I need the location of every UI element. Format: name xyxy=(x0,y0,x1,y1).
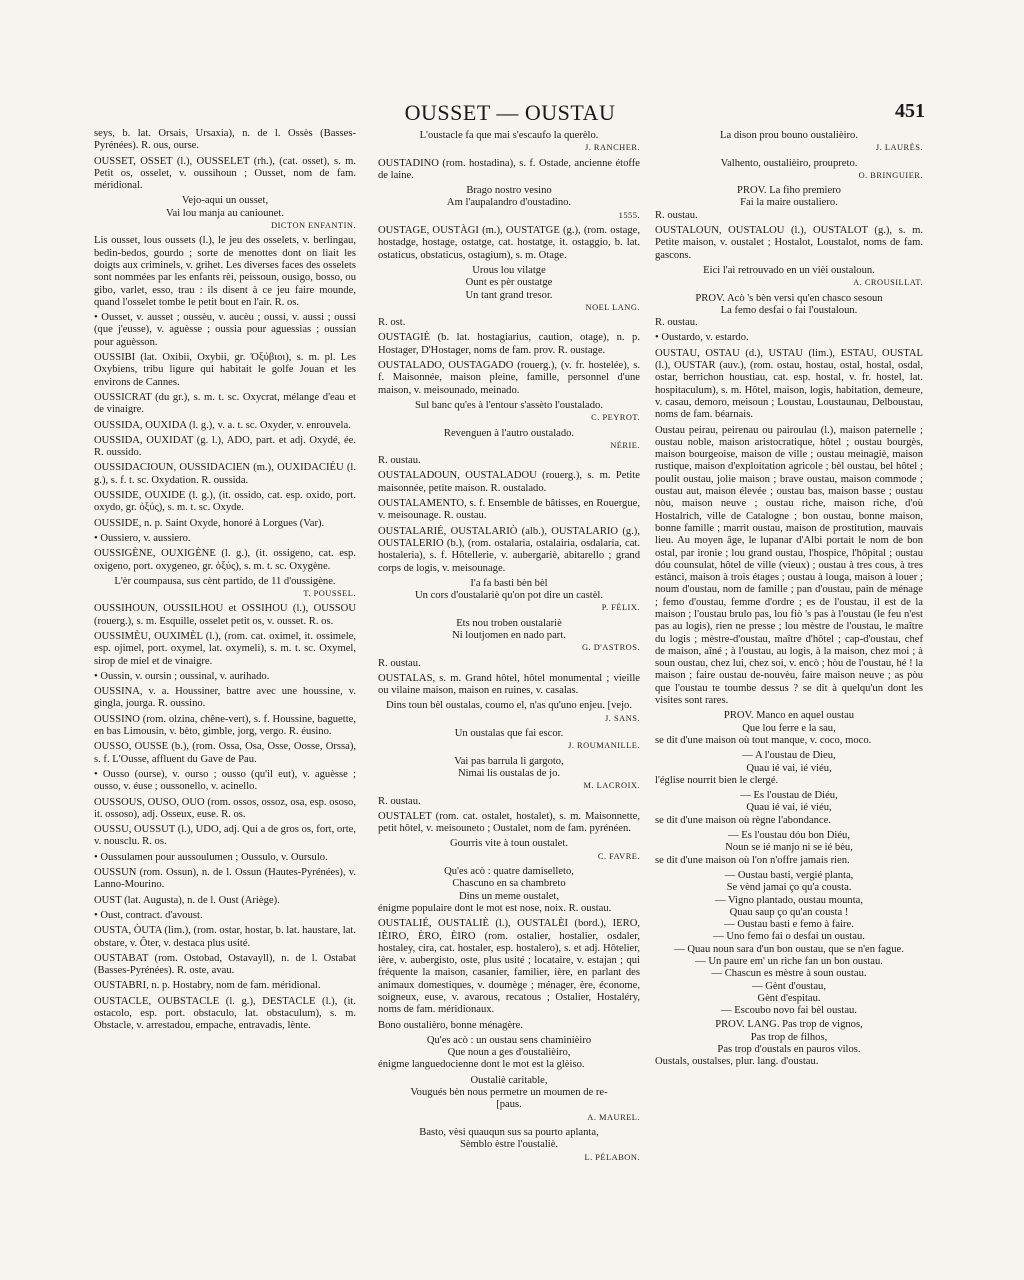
quotation: PROV. Acò 's bèn versi qu'en chasco sesoun La femo desfai o fai l'oustaloun. xyxy=(695,292,883,316)
page-title: OUSSET — OUSTAU xyxy=(404,100,616,125)
dictionary-entry: R. oustau. xyxy=(378,455,421,467)
dictionary-entry: R. oustau. xyxy=(655,317,698,329)
dictionary-entry: OUSSIGÈNE, OUXIGÈNE (l. g.), (it. ossigeno, cat. esp. oxigeno, port. oxygeneo, gr. ὀξύς), s. m. t. sc. Oxygène. xyxy=(94,548,356,572)
text-column-middle xyxy=(378,128,640,1167)
citation-author: L. PÉLABON. xyxy=(584,1152,640,1162)
quotation: La dison prou bouno oustalièiro. xyxy=(720,130,858,141)
page-header xyxy=(95,100,925,124)
quotation: I'a fa basti bèn bèl Un cors d'oustalariè qu'on pot dire un castèl. xyxy=(415,577,603,602)
dictionary-entry: R. ost. xyxy=(378,317,406,329)
dictionary-entry: • Oust, contract. d'avoust. xyxy=(94,909,203,921)
dictionary-entry: OUSSUN (rom. Ossun), n. de l. Ossun (Hautes-Pyrénées), v. Lanno-Mourino. xyxy=(94,867,356,891)
quotation: Gourris vite à toun oustalet. xyxy=(450,838,568,850)
citation-author: C. FAVRE. xyxy=(597,851,640,861)
dictionary-entry: énigme languedocienne dont le mot est la glèiso. xyxy=(378,1059,585,1071)
quotation: Sul banc qu'es à l'entour s'assèto l'oustalado. xyxy=(415,399,603,411)
dictionary-entry: R. oustau. xyxy=(655,209,698,221)
quotation: Valhento, oustalièiro, proupreto. xyxy=(720,157,858,169)
dictionary-entry: OUSSINO (rom. olzina, chêne-vert), s. f. Houssine, baguette, en bas Limousin, v. bèto, gimble, jorg, vergo. R. éusino. xyxy=(94,713,356,738)
dictionary-entry: l'église nourrit bien le clergé. xyxy=(655,774,779,786)
dictionary-entry: OUSSU, OUSSUT (l.), UDO, adj. Qui a de gros os, fort, orte, v. nousclu. R. os. xyxy=(94,824,356,848)
citation-author: NÉRIE. xyxy=(610,440,640,450)
citation-author: J. LAURÈS. xyxy=(875,143,923,153)
quotation: Basto, vèsi quauqun sus sa pourto aplanta, Sèmblo èstre l'oustaliè. xyxy=(419,1126,599,1151)
quotation: — Es l'oustau dóu bon Diéu, Noun se ié manjo ni se ié bèu, xyxy=(725,830,853,854)
dictionary-entry: Oustals, oustalses, plur. lang. d'oustau. xyxy=(655,1056,819,1068)
dictionary-entry: OUSTABRI, n. p. Hostabry, nom de fam. méridional. xyxy=(94,980,321,992)
quotation: Vai pas barrula li gargoto, Nimai lis oustalas de jo. xyxy=(454,755,564,779)
dictionary-entry: OUSTAU, OSTAU (d.), USTAU (lim.), ESTAU, OUSTAL (l.), OUSTAR (auv.), (rom. ostau, hostau, ostal, hostal, osdal, ostar, berrichon houstiau, cat. esp. hostal, v. fr. hostel, lat. hospitaculum), s. m. Hôtel, maison, logis, habitation, demeure, v. casau, demoro, meisoun ; Loustau, Loustaunau, Delboustau, noms de fam. béarnais. xyxy=(655,347,923,421)
dictionary-entry: se dit d'une maison où l'on n'offre jamais rien. xyxy=(655,854,850,866)
citation-author: G. D'ASTROS. xyxy=(581,643,640,653)
dictionary-entry: OUSSIDA, OUXIDAT (g. l.), ADO, part. et adj. Oxydé, ée. R. oussido. xyxy=(94,434,356,459)
citation-author: T. POUSSEL. xyxy=(303,589,356,599)
dictionary-entry: se dit d'une maison où règne l'abondance. xyxy=(655,814,831,826)
quotation: Dins toun bèl oustalas, coumo el, n'as qu'uno enjeu. [vejo. xyxy=(386,700,632,712)
quotation: PROV. LANG. Pas trop de vignos, Pas trop de filhos, Pas trop d'oustals en pauros vilos. xyxy=(715,1019,863,1056)
dictionary-entry: OUSSIBI (lat. Oxibii, Oxybii, gr. Ὀξύβιοι), s. m. pl. Les Oxybiens, tribu ligure qui habitait le golfe Jouan et les environs de Cannes. xyxy=(94,352,356,388)
citation-author: A. MAUREL. xyxy=(587,1112,640,1122)
quotation: Qu'es acò : quatre damiselleto, Chascuno en sa chambreto Dins un meme oustalet, xyxy=(444,866,574,902)
dictionary-entry: Bono oustalièro, bonne ménagère. xyxy=(378,1019,524,1031)
citation-author: C. PEYROT. xyxy=(591,413,640,423)
dictionary-entry: OUSSIDE, n. p. Saint Oxyde, honoré à Lorgues (Var). xyxy=(94,517,325,529)
dictionary-entry: • Oussulamen pour aussoulumen ; Oussulo, v. Oursulo. xyxy=(94,851,328,863)
citation-author: M. LACROIX. xyxy=(583,781,640,791)
dictionary-entry: R. oustau. xyxy=(378,795,421,807)
quotation: Revenguen à l'autro oustalado. xyxy=(443,427,575,439)
dictionary-entry: OUSTACLE, OUBSTACLE (l. g.), DESTACLE (l.), (it. ostacolo, esp. port. obstaculo, lat. obstaculum), s. m. Obstacle, v. arrestadou, empache, entravadis, lènte. xyxy=(94,995,356,1032)
dictionary-entry: OUSTALIÉ, OUSTALIÈ (l.), OUSTALÈI (bord.), IERO, IÈIRO, ÈRO, ÈIRO (rom. ostalier, hostalier, osdaler, hostaley, cira, cat. hostaler, esp. hostalero), s. et adj. Hôtelier, ière, v. aubergisto, oste, plus usité ; locataire, v. estajan ; qui fréquente la maison, casanier, familier, ière, en parlant des animaux domestiques, v. doumège ; ménager, ère, économe, soigneux, euse, v. avarous, recatous ; Ostalier, Hostaléry, noms de fam. méridionaux. xyxy=(378,918,640,1016)
dictionary-entry: OUSTA, ÒUTA (lim.), (rom. ostar, hostar, b. lat. haustare, lat. obstare, v. Ôter, v. destaca plus usité. xyxy=(94,925,356,949)
quotation: PROV. Manco en aquel oustau Que lou ferre e la sau, xyxy=(723,710,855,734)
dictionary-entry: OUSSIDA, OUXIDA (l. g.), v. a. t. sc. Oxyder, v. enrouvela. xyxy=(94,419,351,431)
quotation: Ets nou troben oustalariè Ni loutjomen en nado part. xyxy=(452,617,566,641)
quotation: — A l'oustau de Dieu, Quau ié vai, ié viéu, xyxy=(742,750,836,774)
citation-author: J. SANS. xyxy=(605,713,640,723)
dictionary-entry: OUSTAGE, OUSTÀGI (m.), OUSTATGE (g.), (rom. ostage, hostadge, hostage, ostatge, cat. hostatge, it. ostaggio, b. lat. ostaticus, obstaticus, ostagium), s. m. Otage. xyxy=(378,225,640,261)
text-column-right xyxy=(655,128,923,1072)
quotation: Urous lou vilatge Ount es pèr oustatge Un tant grand tresor. xyxy=(465,264,553,301)
dictionary-entry: énigme populaire dont le mot est nose, noix. R. oustau. xyxy=(378,902,612,914)
quotation: Qu'es acò : un oustau sens chaminièiro Que noun a ges d'oustalièiro, xyxy=(426,1034,592,1059)
dictionary-entry: OUSSO, OUSSE (b.), (rom. Ossa, Osa, Osse, Oosse, Orssa), s. f. L'Ousse, affluent du Gave de Pau. xyxy=(94,741,356,765)
quotation: PROV. La fiho premiero Fai la maire oustaliero. xyxy=(737,185,841,209)
dictionary-entry: OUSSET, OSSET (l.), OUSSELET (rh.), (cat. osset), s. m. Petit os, osselet, v. oussihoun ; Ousset, nom de fam. méridional. xyxy=(94,155,356,192)
dictionary-entry: OUSTALAS, s. m. Grand hôtel, hôtel monumental ; vieille ou vilaine maison, maison en ruines, v. casalas. xyxy=(378,672,640,697)
dictionary-entry: OUSTALOUN, OUSTALOU (l.), OUSTALOT (g.), s. m. Petite maison, v. oustalet ; Hostalot, Loustalot, noms de fam. gascons. xyxy=(655,225,923,261)
quotation: L'èr coumpausa, sus cènt partido, de 11 d'oussigène. xyxy=(114,575,336,587)
dictionary-entry: OUSSIDACIOUN, OUSSIDACIEN (m.), OUXIDACIÉU (l. g.), s. f. t. sc. Oxydation. R. oussida. xyxy=(94,462,356,486)
citation-author: NOEL LANG. xyxy=(585,302,640,312)
dictionary-entry: OUSSICRAT (du gr.), s. m. t. sc. Oxycrat, mélange d'eau et de vinaigre. xyxy=(94,391,356,416)
citation-author: A. CROUSILLAT. xyxy=(853,278,923,288)
text-column-left xyxy=(94,128,356,1036)
quotation: Vejo-aqui un ousset, Vai lou manja au caniounet. xyxy=(166,195,284,219)
quotation: Brago nostro vesino Am l'aupalandro d'oustadino. xyxy=(446,185,572,209)
dictionary-entry: OUSTADINO (rom. hostadina), s. f. Ostade, ancienne étoffe de laine. xyxy=(378,157,640,181)
dictionary-entry: • Ousset, v. ausset ; oussèu, v. aucèu ; oussi, v. aussi ; oussi (que j'eusse), v. aguèsse ; oussia pour aguessias ; oussian pour aguèsson. xyxy=(94,312,356,348)
dictionary-entry: seys, b. lat. Orsais, Ursaxia), n. de l. Ossès (Basses-Pyrénées). R. ous, ourse. xyxy=(94,128,356,152)
dictionary-entry: OUSTALADOUN, OUSTALADOU (rouerg.), s. m. Petite maisonnée, petite maison. R. oustalado. xyxy=(378,470,640,494)
quotation: — Es l'oustau de Diéu, Quau ié vai, ié viéu, xyxy=(740,790,838,814)
dictionary-entry: OUSSIHOUN, OUSSILHOU et OSSIHOU (l.), OUSSOU (rouerg.), s. m. Esquille, osselet petit os, v. ousset. R. os. xyxy=(94,603,356,627)
dictionary-entry: OUSSIDE, OUXIDE (l. g.), (it. ossido, cat. esp. oxido, port. oxydo, gr. ὀξύς), s. m. t. sc. Oxyde. xyxy=(94,490,356,514)
dictionary-entry: Lis ousset, lous oussets (l.), le jeu des osselets, v. berlingau, bedin-bedos, gourdo ; sorte de menottes dont on liait les doigts aux criminels, v. grihet. Les diverses faces des osselets sont nommées par les enfants rèi, peissoun, ousigo, bosso, ou gibo, varlet, esso, trau : ils disent à ce jeu faire mounde, quand l'osselet tombe le petit bout en l'air. R. os. xyxy=(94,235,356,308)
dictionary-entry: R. oustau. xyxy=(378,657,421,669)
citation-author: O. BRINGUIER. xyxy=(858,170,923,180)
citation-author: J. ROUMANILLE. xyxy=(568,741,640,751)
dictionary-entry: OUSTAGIÈ (b. lat. hostagiarius, caution, otage), n. p. Hostager, D'Hostager, noms de fam. prov. R. oustage. xyxy=(378,332,640,356)
quotation: — Oustau basti, vergié planta, Se vènd jamai ço qu'a cousta. — Vigno plantado, oustau mounta, Quau saup ço qu'an cousta ! — Oustau basti e femo à faire. — Uno femo fai o desfai un oustau. — Quau noun sara d'un bon oustau, que se n'en fague. — Un paure em' un riche fan un bon oustau. — Chascun es mèstre à soun oustau. — Gènt d'oustau, Gènt d'espitau. — Escoubo novo fai bèl oustau. xyxy=(674,869,904,1017)
dictionary-entry: OUSTALARIÉ, OUSTALARIÒ (alb.), OUSTALARIO (g.), OUSTALERIO (b.), (rom. ostalaria, ostalairia, osdalaria, cat. hostaleria), s. f. Hôtellerie, v. aubergariè, abitarello ; grand corps de logis, v. meisounage. xyxy=(378,525,640,574)
dictionary-entry: • Oussiero, v. aussiero. xyxy=(94,532,191,544)
dictionary-entry: Oustau peirau, peirenau ou pairoulau (l.), maison paternelle ; oustau noble, maison aristocratique, hôtel ; oustau bourgès, maison bourgeoise, maison de ville ; oustau meinagiè, maison rustique, maison d'exploitation agricole ; bèl oustau, bel hôtel ; poulit oustau, jolie maison ; brave oustau, maison commode ; oustau aut, maison élevée ; oustau bas, maison basse ; oustau nòu, maison neuve ; oustau riche, maison riche, d'où Hostalrich, ville de Catalogne ; bon oustau, bonne maison, bonne famille ; marrit oustau, maison de prostitution, mauvais lieu. Au moyen âge, le lupanar d'Albi portait le nom de bon ostal, par ironie ; lou grand oustau, l'hospice, l'hôpital ; oustau dóu counsulat, hôtel de ville (vieux) ; oustau à tres cous, à tres estànci, maison à trois étages ; oustau à louga, maison à louer ; noum d'oustau, nom de famille ; pan d'oustau, pain de ménage ; femo d'oustau, femme d'ordre ; es de l'oustau, il est de la maison ; l'oustau brulo pas, lou fiò 's pas à l'oustau (le feu n'est pas au logis), rien ne presse ; lou mèstre de l'oustau, le maître du logis ; mèstre-d'oustau, maître d'hôtel ; cap-d'oustau, chef de maison, aîné ; à l'oustau, au logis, à la maison, chez moi ; à soun oustau, chez lui, chez soi, v. encò ; hòu de l'oustau, hé ! la maison ; faire oustau de-nouvèu, faire maison neuve ; as pòu que l'oustau te toumbe dessus ? se dit à quelqu'un dont les visites sont rares. xyxy=(655,424,923,707)
dictionary-entry: • Oussin, v. oursin ; oussinal, v. aurihado. xyxy=(94,670,270,682)
page-number: 451 xyxy=(895,100,925,122)
quotation: Un oustalas que fai escor. xyxy=(454,728,564,740)
dictionary-entry: OUST (lat. Augusta), n. de l. Oust (Ariège). xyxy=(94,894,280,906)
dictionary-entry: OUSTALET (rom. cat. ostalet, hostalet), s. m. Maisonnette, petit hôtel, v. meisouneto ; Oustalet, nom de fam. pyrénéen. xyxy=(378,810,640,835)
dictionary-entry: OUSTABAT (rom. Ostobad, Ostavayll), n. de l. Ostabat (Basses-Pyrénées). R. oste, avau. xyxy=(94,952,356,977)
dictionary-entry: • Ousso (ourse), v. ourso ; ousso (qu'il eut), v. aguèsse ; ousso, v. éuse ; oussonello, v. acinello. xyxy=(94,768,356,793)
citation-author: 1555. xyxy=(618,210,640,220)
quotation: Oustaliè caritable, Vougués bèn nous permetre un moumen de re- [paus. xyxy=(410,1074,608,1111)
dictionary-entry: OUSTALAMENTO, s. f. Ensemble de bâtisses, en Rouergue, v. meisounage. R. oustau. xyxy=(378,498,640,522)
quotation: L'oustacle fa que mai s'escaufo la querèlo. xyxy=(419,130,599,141)
dictionary-entry: OUSSOUS, OUSO, OUO (rom. ossos, ossoz, osa, esp. ososo, it. ossoso), adj. Osseux, euse. R. os. xyxy=(94,796,356,820)
citation-author: DICTON ENFANTIN. xyxy=(271,221,356,231)
citation-author: J. RANCHER. xyxy=(584,143,640,153)
quotation: Eici l'ai retrouvado en un vièi oustaloun. xyxy=(703,264,875,276)
dictionary-entry: OUSSINA, v. a. Houssiner, battre avec une houssine, v. gingla, jourga. R. oussino. xyxy=(94,686,356,710)
dictionary-entry: se dit d'une maison où tout manque, v. coco, moco. xyxy=(655,734,872,746)
dictionary-entry: • Oustardo, v. estardo. xyxy=(655,332,749,344)
dictionary-entry: OUSSIMÈU, OUXIMÈL (l.), (rom. cat. oximel, it. ossimele, esp. ojimel, port. oxymel, lat. oxymeli), s. m. t. sc. Oxymel, sirop de miel et de vinaigre. xyxy=(94,630,356,667)
citation-author: P. FÉLIX. xyxy=(601,603,640,613)
dictionary-entry: OUSTALADO, OUSTAGADO (rouerg.), (v. fr. hostelée), s. f. Maisonnée, maison pleine, famille, personnel d'une maison, v. meisounado, meinado. xyxy=(378,360,640,396)
